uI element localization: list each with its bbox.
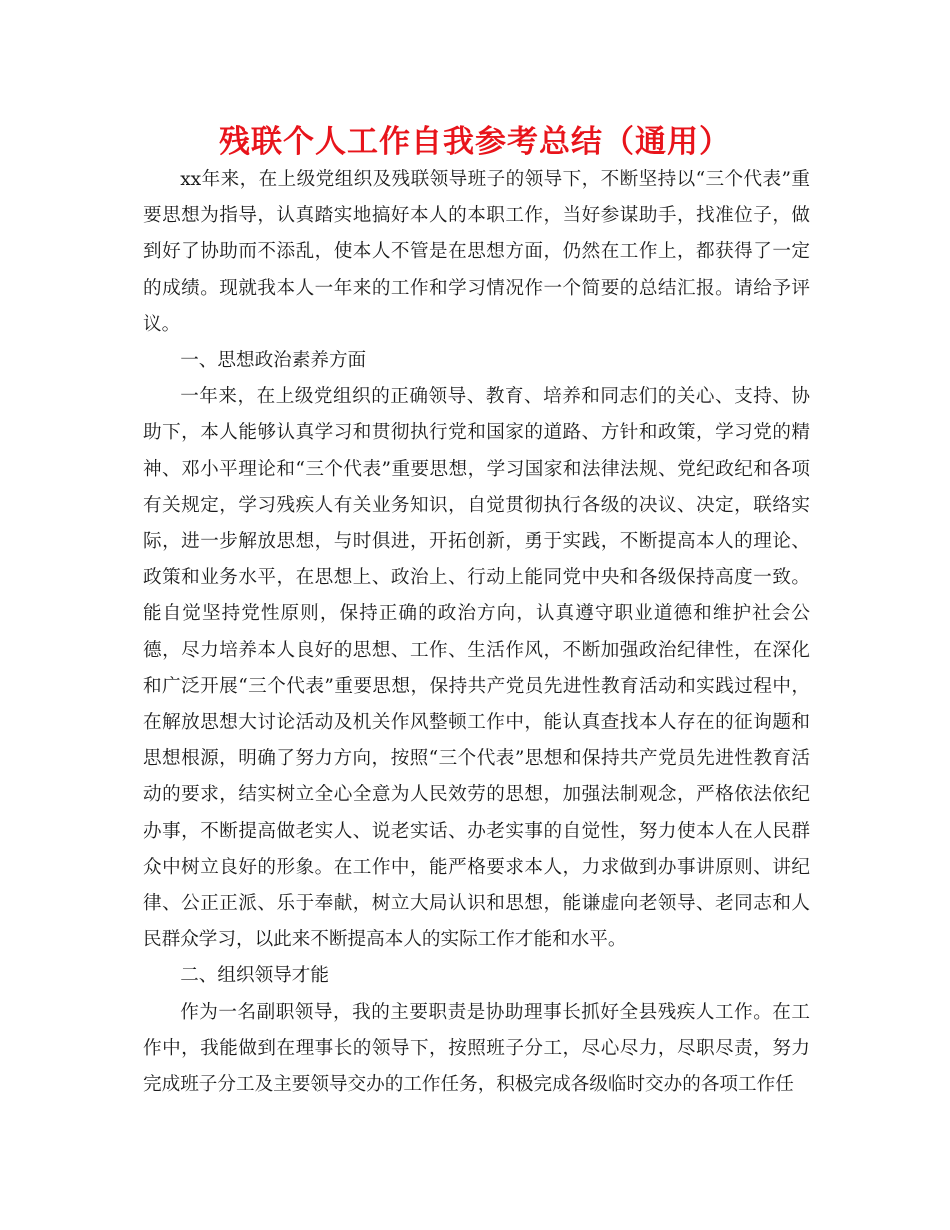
document-body	[143, 162, 810, 1103]
paragraph-intro: xx年来，在上级党组织及残联领导班子的领导下，不断坚持以“三个代表”重要思想为指导，认真踏实地搞好本人的本职工作，当好参谋助手，找准位子，做到好了协助而不添乱，使本人不管是在思想方面，仍然在工作上，都获得了一定的成绩。现就我本人一年来的工作和学习情况作一个简要的总结汇报。请给予评议。	[143, 169, 810, 335]
paragraph-section-2: 作为一名副职领导，我的主要职责是协助理事长抓好全县残疾人工作。在工作中，我能做到在理事长的领导下，按照班子分工，尽心尽力，尽职尽责，努力完成班子分工及主要领导交办的工作任务，积极完成各级临时交办的各项工作任	[143, 1001, 810, 1096]
document-title: 残联个人工作自我参考总结（通用）	[219, 124, 731, 160]
section-heading-2: 二、组织领导才能	[180, 965, 329, 987]
section-heading-1: 一、思想政治素养方面	[180, 350, 367, 372]
paragraph-section-1: 一年来，在上级党组织的正确领导、教育、培养和同志们的关心、支持、协助下，本人能够认真学习和贯彻执行党和国家的道路、方针和政策，学习党的精神、邓小平理论和“三个代表”重要思想，学习国家和法律法规、党纪政纪和各项有关规定，学习残疾人有关业务知识，自觉贯彻执行各级的决议、决定，联络实际，进一步解放思想，与时俱进，开拓创新，勇于实践，不断提高本人的理论、政策和业务水平，在思想上、政治上、行动上能同党中央和各级保持高度一致。能自觉坚持党性原则，保持正确的政治方向，认真遵守职业道德和维护社会公德，尽力培养本人良好的思想、工作、生活作风，不断加强政治纪律性，在深化和广泛开展“三个代表”重要思想，保持共产党员先进性教育活动和实践过程中，在解放思想大讨论活动及机关作风整顿工作中，能认真查找本人存在的征询题和思想根源，明确了努力方向，按照“三个代表”思想和保持共产党员先进性教育活动的要求，结实树立全心全意为人民效劳的思想，加强法制观念，严格依法依纪办事，不断提高做老实人、说老实话、办老实事的自觉性，努力使本人在人民群众中树立良好的形象。在工作中，能严格要求本人，力求做到办事讲原则、讲纪律、公正正派、乐于奉献，树立大局认识和思想，能谦虚向老领导、老同志和人民群众学习，以此来不断提高本人的实际工作才能和水平。	[143, 386, 810, 951]
